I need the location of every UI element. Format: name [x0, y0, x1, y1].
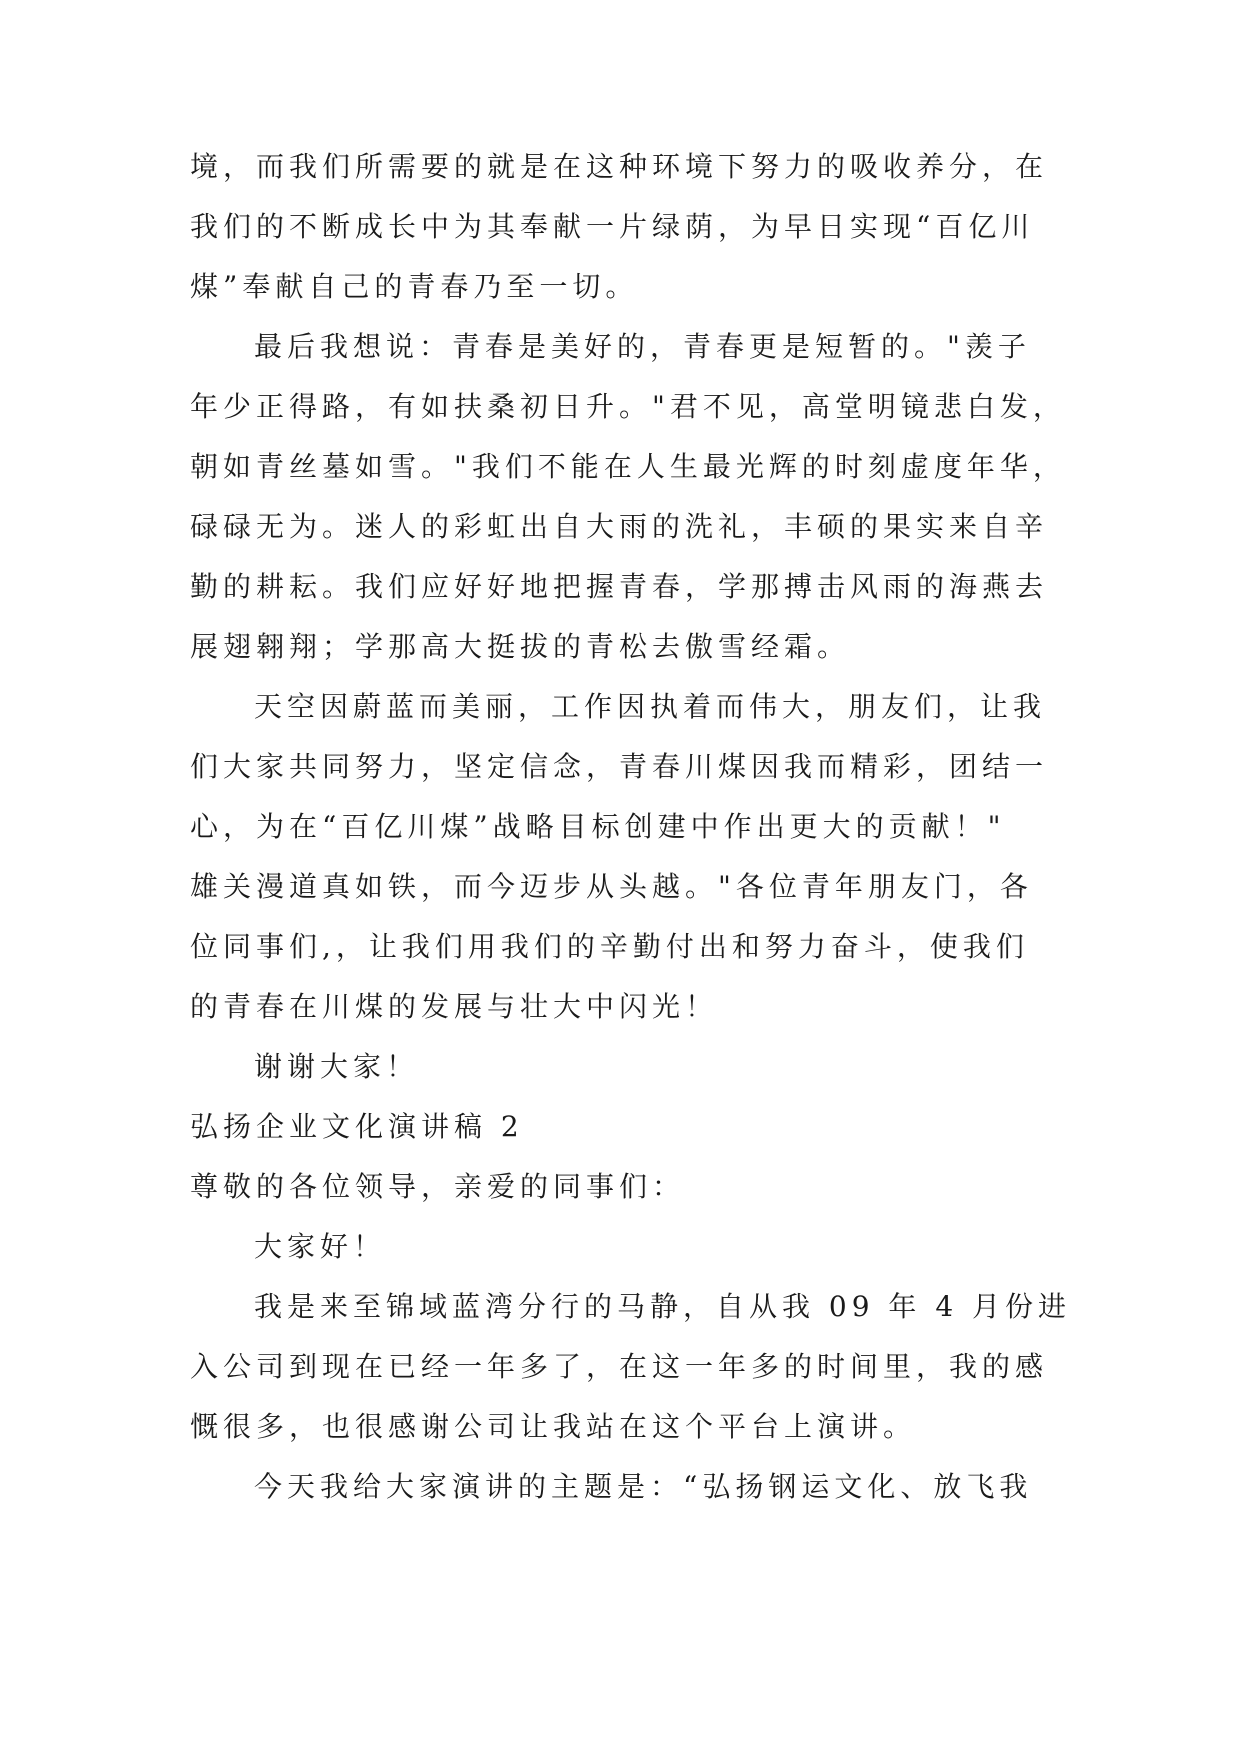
paragraph-line: 我们的不断成长中为其奉献一片绿荫，为早日实现“百亿川	[190, 210, 1035, 243]
section-2-body	[190, 1097, 1072, 1517]
paragraph-line: 入公司到现在已经一年多了，在这一年多的时间里，我的感	[190, 1350, 1049, 1383]
greeting-line: 尊敬的各位领导，亲爱的同事们：	[190, 1170, 686, 1203]
paragraph-line: 雄关漫道真如铁，而今迈步从头越。"各位青年朋友门，各	[190, 870, 1033, 903]
paragraph-line: 最后我想说：青春是美好的，青春更是短暂的。"羡子	[254, 330, 1031, 363]
paragraph-line: 碌碌无为。迷人的彩虹出自大雨的洗礼，丰硕的果实来自辛	[190, 510, 1049, 543]
paragraph-line: 大家好！	[254, 1230, 387, 1263]
section-title: 弘扬企业文化演讲稿 2	[190, 1110, 524, 1143]
paragraph-line: 们大家共同努力，坚定信念，青春川煤因我而精彩，团结一	[190, 750, 1049, 783]
paragraph-line: 朝如青丝墓如雪。"我们不能在人生最光辉的时刻虚度年华，	[190, 450, 1066, 483]
paragraph-line: 我是来至锦域蓝湾分行的马静，自从我 09 年 4 月份进	[254, 1290, 1072, 1323]
paragraph-line: 年少正得路，有如扶桑初日升。"君不见，高堂明镜悲白发，	[190, 390, 1066, 423]
paragraph-line: 心，为在“百亿川煤”战略目标创建中作出更大的贡献！"	[190, 810, 1006, 843]
paragraph-line: 慨很多，也很感谢公司让我站在这个平台上演讲。	[190, 1410, 917, 1443]
paragraph-line: 煤”奉献自己的青春乃至一切。	[190, 270, 639, 303]
paragraph-line: 展翅翱翔；学那高大挺拔的青松去傲雪经霜。	[190, 630, 851, 663]
paragraph-line: 天空因蔚蓝而美丽，工作因执着而伟大，朋友们，让我	[254, 690, 1047, 723]
paragraph-line: 位同事们,，让我们用我们的辛勤付出和努力奋斗，使我们	[190, 930, 1029, 963]
paragraph-line: 的青春在川煤的发展与壮大中闪光！	[190, 990, 719, 1023]
paragraph-line: 今天我给大家演讲的主题是：“弘扬钢运文化、放飞我	[254, 1470, 1033, 1503]
paragraph-line: 勤的耕耘。我们应好好地把握青春，学那搏击风雨的海燕去	[190, 570, 1049, 603]
section-1-body	[190, 137, 1066, 1097]
closing-line: 谢谢大家！	[254, 1050, 420, 1083]
paragraph-line: 境，而我们所需要的就是在这种环境下努力的吸收养分，在	[190, 150, 1049, 183]
